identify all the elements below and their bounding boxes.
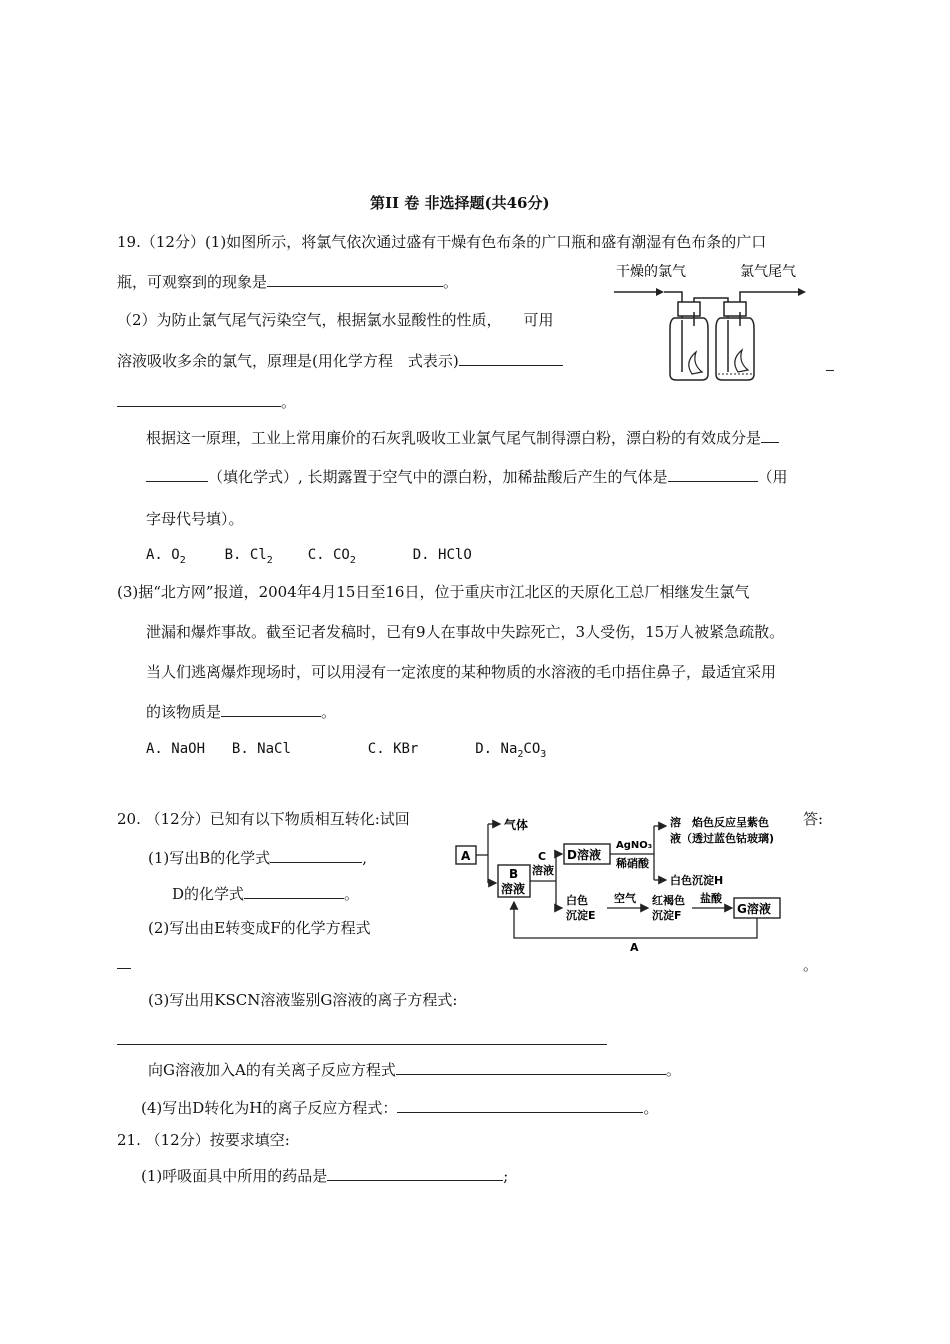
period: 。 [443,273,459,291]
q19-p3-line3: 当人们逃离爆炸现场时，可以用浸有一定浓度的某种物质的水溶液的毛巾捂住鼻子，最适宜采用 [146,663,777,681]
label-dry-chlorine: 干燥的氯气 [616,264,686,280]
q20-line1-end: 答: [803,810,824,828]
q19-line7 [146,467,788,487]
label-agno3: AgNO₃ [616,840,653,851]
q19-p3-line1: (3)据“北方网”报道，2004年4月15日至16日，位于重庆市江北区的天原化工总厂相继发生氯气 [117,583,750,601]
q19-line7a: （填化学式）, 长期露置于空气中的漂白粉，加稀盐酸后产生的气体是 [208,468,668,486]
gas-bottles-figure [612,262,812,384]
label-gas: 气体 [504,818,529,832]
label-dilute-nitric: 稀硝酸 [616,857,649,870]
label-air: 空气 [614,892,636,905]
option-a[interactable]: A. NaOH [146,741,206,757]
answer-blank[interactable] [668,467,758,482]
q19-line1: 19.（12分）(1)如图所示，将氯气依次通过盛有干燥有色布条的广口瓶和盛有潮湿有色布条的广口 [117,233,767,251]
q19-options2 [146,739,546,765]
q19-line2 [117,272,458,292]
label-flame-test: 溶 焰色反应呈紫色 [670,816,769,829]
q19-line7b: （用 [757,468,788,486]
answer-blank[interactable] [396,1060,666,1075]
option-d[interactable]: D. HClO [412,547,472,563]
label-b-solution: 溶液 [501,882,526,896]
q19-line6-text: 根据这一原理，工业上常用廉价的石灰乳吸收工业氯气尾气制得漂白粉，漂白粉的有效成分是 [146,429,762,447]
q21-p1-text: (1)呼吸面具中所用的药品是 [141,1167,328,1185]
underline-stub [826,370,834,371]
transformation-diagram [452,808,797,956]
q19-line3a: （2）为防止氯气尾气污染空气，根据氯水显酸性的性质， [117,311,502,329]
answer-line-start[interactable] [117,968,131,969]
label-f1: 红褐色 [652,894,685,907]
label-chlorine-tail: 氯气尾气 [740,264,796,280]
option-a[interactable]: A. $O_2$ [146,547,186,566]
label-a-bottom: A [630,941,639,954]
label-d: D溶液 [567,848,601,862]
q21-line1: 21. （12分）按要求填空: [117,1131,290,1149]
answer-blank[interactable] [270,848,362,863]
label-h: 白色沉淀H [670,874,724,887]
option-b[interactable]: B. NaCl [231,741,291,757]
answer-blank[interactable] [459,351,563,366]
q20-p1b: D的化学式 。 [172,885,360,903]
q20-p4-text: (4)写出D转化为H的离子反应方程式： [141,1099,398,1117]
q19-line4 [117,351,563,371]
label-b: B [509,867,519,881]
period: 。 [281,393,297,411]
answer-blank[interactable] [267,272,443,287]
q20-p4: (4)写出D转化为H的离子反应方程式： 。 [141,1099,659,1117]
answer-blank[interactable] [117,392,281,407]
q19-line3 [117,310,554,330]
q20-p1b-text: D的化学式 [172,885,245,903]
label-a: A [461,849,471,863]
q19-p3-line4 [146,702,336,722]
answer-blank[interactable] [327,1166,503,1181]
answer-blank[interactable] [146,467,208,482]
option-b[interactable]: B. $Cl_2$ [224,547,273,566]
answer-line[interactable] [117,1044,607,1045]
q19-line4-text: 溶液吸收多余的氯气，原理是(用化学方程 式表示) [117,352,459,370]
option-c[interactable]: C. $CO_2$ [307,547,356,566]
q21-p1: (1)呼吸面具中所用的药品是 ; [141,1167,509,1185]
answer-blank[interactable] [761,428,779,443]
label-e2: 沉淀E [566,909,596,922]
q20-p3: (3)写出用KSCN溶液鉴别G溶液的离子方程式: [148,991,458,1009]
label-f2: 沉淀F [652,909,682,922]
q19-p3-line4-text: 的该物质是 [146,703,222,721]
period: 。 [321,703,337,721]
answer-blank[interactable] [244,884,344,899]
q19-line5 [117,392,296,412]
q19-line2-text: 瓶，可观察到的现象是 [117,273,268,291]
q19-line6 [146,428,779,448]
q19-line3b: 可用 [523,311,554,329]
label-e1: 白色 [566,894,588,907]
answer-blank[interactable] [221,702,321,717]
answer-blank[interactable] [397,1098,643,1113]
q19-options1 [146,545,472,571]
label-c: C [538,850,547,863]
q20-p2: (2)写出由E转变成F的化学方程式 [148,919,371,937]
q20-p1: (1)写出B的化学式 , [148,849,368,867]
q20-line1: 20. （12分）已知有以下物质相互转化:试回 [117,810,410,828]
q19-p3-line2: 泄漏和爆炸事故。截至记者发稿时，已有9人在事故中失踪死亡，3人受伤，15万人被紧急疏散。 [146,623,785,641]
section-title: 第II 卷 非选择题(共46分) [370,194,550,212]
label-hcl: 盐酸 [700,892,722,905]
label-c-solution: 溶液 [532,864,554,877]
label-cobalt-glass: 液（透过蓝色钴玻璃) [670,832,775,845]
q20-p3b: 向G溶液加入A的有关离子反应方程式 。 [148,1061,681,1079]
q20-p2-end: 。 [803,956,819,974]
option-c[interactable]: C. KBr [367,741,419,757]
q20-p3b-text: 向G溶液加入A的有关离子反应方程式 [148,1061,396,1079]
q19-line8: 字母代号填）。 [146,510,244,528]
option-d[interactable]: D. $Na_2CO_3$ [475,741,547,760]
label-g: G溶液 [737,902,771,916]
q20-p1-text: (1)写出B的化学式 [148,849,271,867]
